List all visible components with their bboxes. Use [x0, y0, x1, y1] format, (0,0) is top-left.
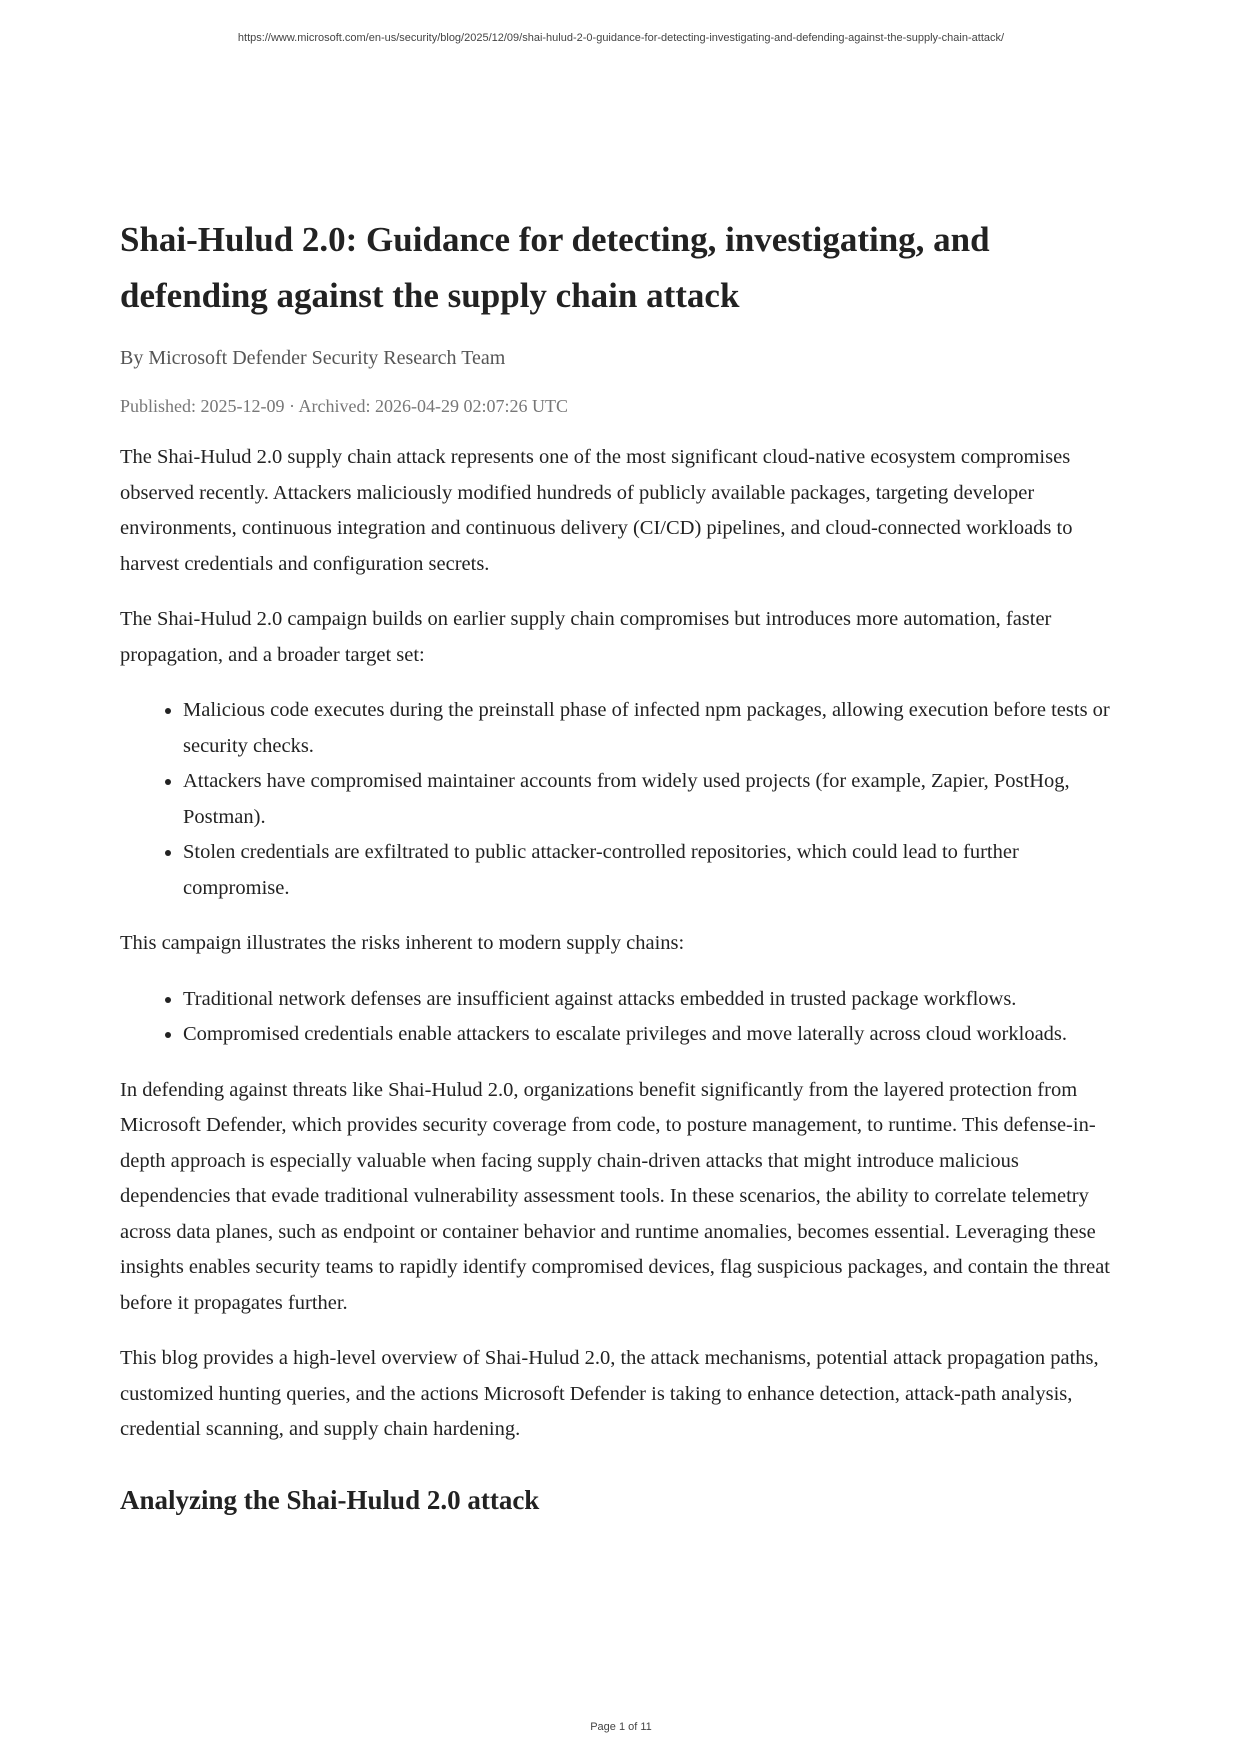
- page-number-footer: Page 1 of 11: [590, 1721, 652, 1733]
- article-paragraph: This campaign illustrates the risks inherent to modern supply chains:: [120, 932, 685, 954]
- list-item: • Malicious code executes during the preinstall phase of infected npm packages, allowing execution before tests or security checks.: [183, 693, 1124, 764]
- article-publish-meta: Published: 2025-12-09 · Archived: 2026-04-29 02:07:26 UTC: [120, 396, 568, 416]
- page-url-header: https://www.microsoft.com/en-us/security/blog/2025/12/09/shai-hulud-2-0-guidance-for-detecting-investigating-and-defending-against-the-supply-chain-attack/: [237, 32, 1005, 44]
- list-item: • Stolen credentials are exfiltrated to public attacker-controlled repositories, which could lead to further compromise.: [183, 835, 1124, 906]
- article-content: [120, 212, 1124, 1518]
- article-paragraph: This blog provides a high-level overview of Shai-Hulud 2.0, the attack mechanisms, potential attack propagation paths, customized hunting queries, and the actions Microsoft Defender is taking to enhance detection, attack-path analysis, credential scanning, and supply chain hardening.: [120, 1347, 1099, 1440]
- list-item: • Compromised credentials enable attackers to escalate privileges and move laterally across cloud workloads.: [183, 1017, 1124, 1053]
- article-paragraph: The Shai-Hulud 2.0 supply chain attack represents one of the most significant cloud-native ecosystem compromises observed recently. Attackers maliciously modified hundreds of publicly available packages, targeting developer environments, continuous integration and continuous delivery (CI/CD) pipelines, and cloud-connected workloads to harvest credentials and configuration secrets.: [120, 446, 1073, 575]
- list-item: • Traditional network defenses are insufficient against attacks embedded in trusted package workflows.: [183, 982, 1124, 1018]
- article-paragraph: The Shai-Hulud 2.0 campaign builds on earlier supply chain compromises but introduces more automation, faster propagation, and a broader target set:: [120, 608, 1052, 666]
- bullet-list-campaign-features: [120, 693, 1124, 906]
- section-heading: Analyzing the Shai-Hulud 2.0 attack: [120, 1484, 540, 1515]
- article-title: Shai-Hulud 2.0: Guidance for detecting, investigating, and defending against the supply chain attack: [120, 220, 990, 315]
- bullet-list-supply-chain-risks: [120, 982, 1124, 1053]
- list-item: • Attackers have compromised maintainer accounts from widely used projects (for example, Zapier, PostHog, Postman).: [183, 764, 1124, 835]
- article-paragraph: In defending against threats like Shai-Hulud 2.0, organizations benefit significantly from the layered protection from Microsoft Defender, which provides security coverage from code, to posture management, to runtime. This defense-in-depth approach is especially valuable when facing supply chain-driven attacks that might introduce malicious dependencies that evade traditional vulnerability assessment tools. In these scenarios, the ability to correlate telemetry across data planes, such as endpoint or container behavior and runtime anomalies, becomes essential. Leveraging these insights enables security teams to rapidly identify compromised devices, flag suspicious packages, and contain the threat before it propagates further.: [120, 1078, 1110, 1314]
- article-byline: By Microsoft Defender Security Research Team: [120, 347, 506, 369]
